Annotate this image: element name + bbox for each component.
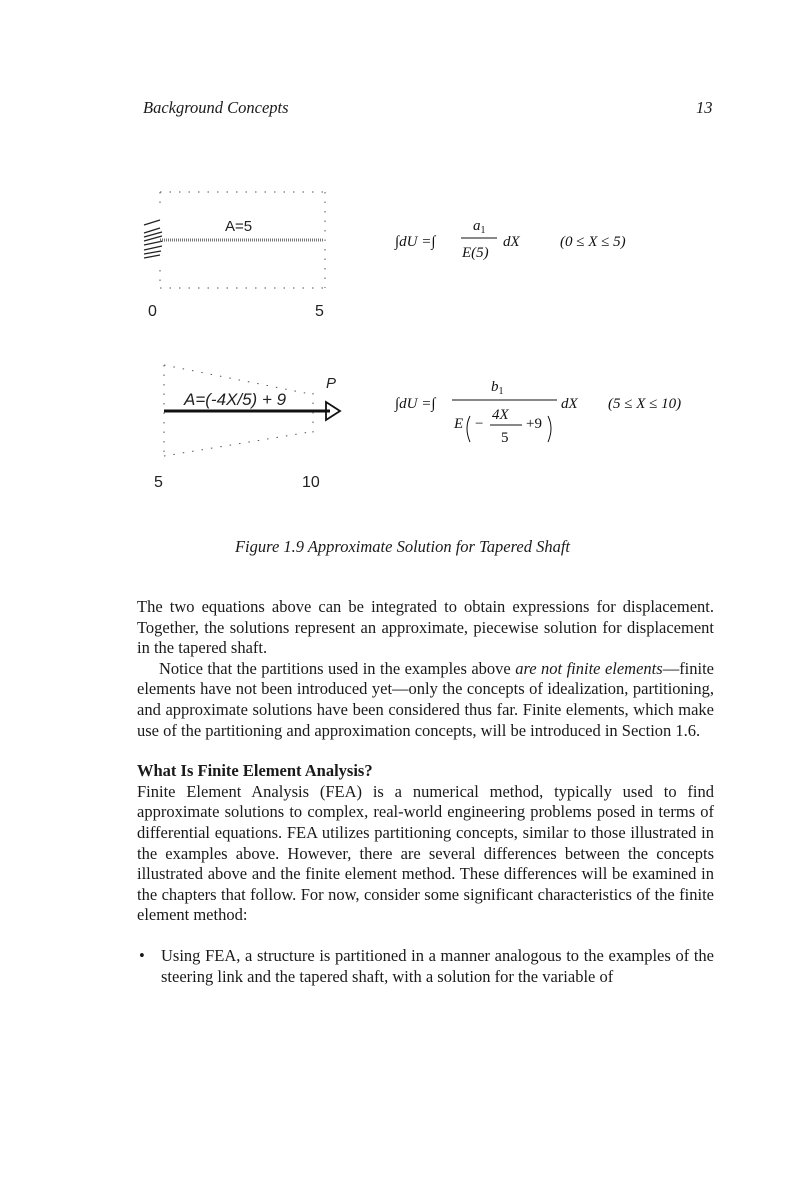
eq2-den-E: E — [454, 416, 464, 432]
paragraph-2-end: —finite elements have not been introduced yet—only the concepts of idealization, partitioning, and approximate solutions have been considered thus far. Finite elements, which make use of the partitioning and approximation concepts, will be introduced in Section 1.6. — [137, 658, 715, 740]
eq2-den-frac-den: 5 — [501, 430, 509, 446]
figure-tapered-shaft — [130, 180, 730, 510]
svg-text:b1 — [491, 379, 504, 397]
eq1-lhs: ∫dU =∫ — [395, 234, 436, 250]
equation-2 — [394, 379, 681, 446]
eq1-numerator-sub: 1 — [480, 225, 486, 236]
eq2-dx: dX — [561, 396, 578, 412]
eq1-dx: dX — [503, 234, 520, 250]
segment1-start-label: 0 — [148, 303, 157, 320]
segment2-start-label: 5 — [154, 474, 163, 491]
bullet-icon: • — [139, 945, 145, 965]
paragraph-2 — [137, 659, 714, 741]
bullet-item — [137, 946, 714, 987]
eq1-numerator: a — [473, 218, 481, 234]
bullet-text: Using FEA, a structure is partitioned in a manner analogous to the examples of the steering link and the tapered shaft, with a solution for the variable of — [161, 945, 714, 986]
load-label: P — [326, 375, 337, 392]
eq2-numerator: b — [491, 379, 499, 395]
paragraph-3: Finite Element Analysis (FEA) is a numerical method, typically used to find approximate solutions to complex, real-world engineering problems posed in terms of differential equations. FEA utilizes partitioning concepts, similar to those illustrated in the examples above. However, there are several differences between the concepts illustrated above and the finite element method. These differences will be examined in the chapters that follow. For now, consider some significant characteristics of the finite element method: — [137, 781, 714, 925]
eq2-den-frac-num: 4X — [492, 407, 509, 423]
paragraph-1: The two equations above can be integrated to obtain expressions for displacement. Together, the solutions represent an approximate, piecewise solution for displacement in the tapered shaft. — [137, 597, 714, 658]
running-head-title: Background Concepts — [143, 98, 289, 117]
svg-text:a1 — [473, 218, 486, 236]
paragraph-2-emphasis: are not finite elements — [515, 658, 663, 678]
paragraph-2-start: Notice that the partitions used in the examples above — [159, 658, 516, 678]
segment1-end-label: 5 — [315, 303, 324, 320]
segment2-end-label: 10 — [302, 474, 320, 491]
segment1-area-label: A=5 — [225, 218, 253, 235]
eq1-range: (0 ≤ X ≤ 5) — [560, 234, 626, 250]
eq2-range: (5 ≤ X ≤ 10) — [608, 396, 682, 412]
eq2-den-minus: − — [475, 416, 484, 432]
figure-caption: Figure 1.9 Approximate Solution for Tapered Shaft — [234, 537, 571, 556]
eq1-denominator: E(5) — [462, 245, 489, 261]
eq2-lhs: ∫dU =∫ — [395, 396, 436, 412]
body-text — [137, 597, 714, 987]
equation-1 — [394, 218, 626, 261]
eq2-numerator-sub: 1 — [498, 386, 504, 397]
segment2-area-label: A=(-4X/5) + 9 — [184, 390, 287, 409]
section-heading: What Is Finite Element Analysis? — [137, 761, 373, 781]
eq2-den-plus: +9 — [526, 416, 542, 432]
page-number: 13 — [696, 98, 713, 117]
